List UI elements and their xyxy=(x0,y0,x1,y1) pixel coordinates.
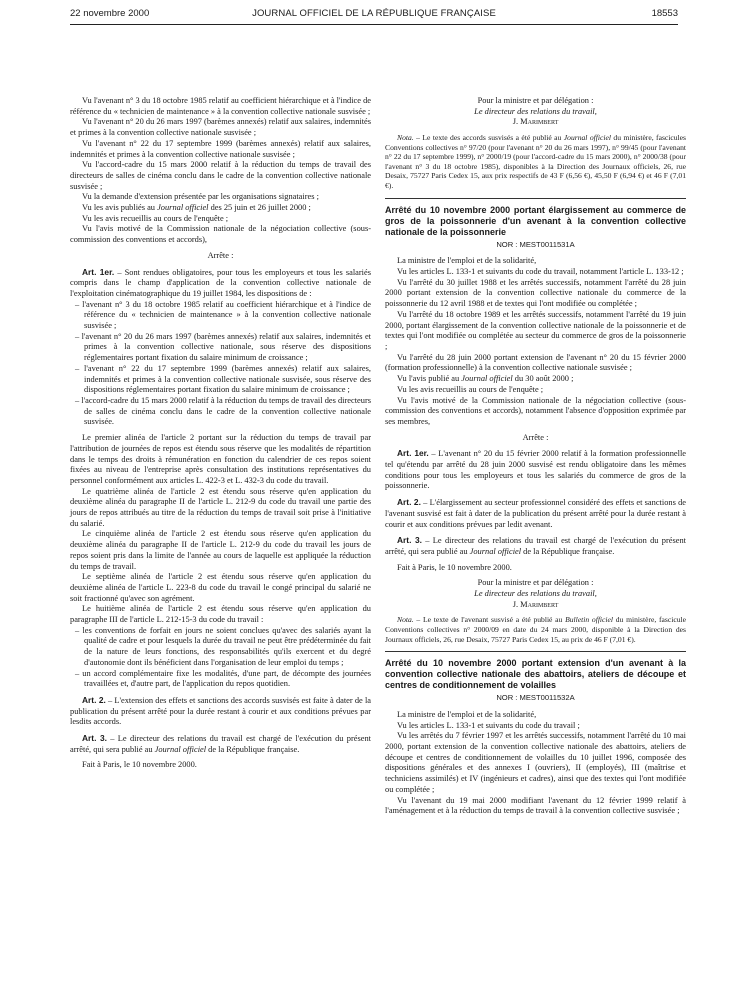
paragraph: Vu l'avenant n° 22 du 17 septembre 1999 (barèmes annexés) relatif aux salaires, indemnités et primes à la convention collective nationale susvisée ; xyxy=(70,138,371,159)
paragraph: Vu les arrêtés du 7 février 1997 et les arrêtés successifs, notamment l'arrêté du 10 mai 2000, portant extension de la convention collective nationale des abattoirs, ateliers de découpe et centres de conditionnement de volailles du 10 juillet 1996, composée des dispositions générales et des annexes I (ouvriers), II (employés), III (maîtrise et techniciens assimilés) et IV (ingénieurs et cadres), ainsi que des textes qui l'ont modifiée ou complétée ; xyxy=(385,731,686,794)
arrete-heading: Arrête : xyxy=(522,432,549,442)
signature-title: Le directeur des relations du travail, xyxy=(474,106,597,116)
header-title: JOURNAL OFFICIEL DE LA RÉPUBLIQUE FRANÇAISE xyxy=(252,8,496,19)
header-date: 22 novembre 2000 xyxy=(70,8,150,19)
paragraph: La ministre de l'emploi et de la solidarité, xyxy=(397,709,537,719)
paragraph: Le cinquième alinéa de l'article 2 est étendu sous réserve qu'en application du deuxième alinéa du paragraphe II de l'article L. 212-9 du code du travail les jours de repos soient pris dans la limite de l'année au cours de laquelle est appliquée la réduction du temps de travail. xyxy=(70,529,371,571)
paragraph: Vu l'accord-cadre du 15 mars 2000 relatif à la réduction du temps de travail des directeurs de salles de cinéma conclu dans le cadre de la convention collective nationale susvisée ; xyxy=(70,160,371,191)
article-1: Art. 1er. – L'avenant n° 20 du 15 février 2000 relatif à la formation professionnelle tel qu'étendu par arrêté du 28 juin 2000 susvisé est rendu obligatoire dans les mêmes conditions pour tous les employeurs et tous les salariés du commerce de gros de la poissonnerie. xyxy=(385,448,686,491)
paragraph: Le septième alinéa de l'article 2 est étendu sous réserve qu'en application du deuxième alinéa de l'article L. 223-8 du code du travail le congé principal du salarié ne soit fractionné qu'avec son agrément. xyxy=(70,572,371,603)
list-item: – l'avenant n° 22 du 17 septembre 1999 (barèmes annexés) relatif aux salaires, indemnités et primes à la convention collective nationale susvisée, sous réserve des dispositions réglementaires portant fixation du salaire minimum de croissance ; xyxy=(75,363,371,395)
paragraph: Vu les avis recueillis au cours de l'enquête ; xyxy=(82,213,229,223)
nor-reference: NOR : MEST0011532A xyxy=(496,693,575,703)
signature-date: Fait à Paris, le 10 novembre 2000. xyxy=(82,760,197,770)
paragraph: Vu les avis recueillis au cours de l'enquête ; xyxy=(397,384,544,394)
paragraph: Vu les articles L. 133-1 et suivants du code du travail ; xyxy=(397,720,580,730)
paragraph: Vu l'avenant du 19 mai 2000 modifiant l'avenant du 12 février 1999 relatif à l'aménagement et à la réduction du temps de travail à la convention collective susvisée ; xyxy=(385,795,686,816)
header-rule xyxy=(70,24,678,25)
paragraph: Vu la demande d'extension présentée par les organisations signataires ; xyxy=(82,192,319,202)
paragraph: Vu l'arrêté du 30 juillet 1988 et les arrêtés successifs, notamment l'arrêté du 28 juin 2000 portant extension de la convention collective nationale du commerce de la poissonnerie du 12 avril 1988 et de textes qui l'ont modifiée ou complétée ; xyxy=(385,277,686,309)
signature-title: Le directeur des relations du travail, xyxy=(474,589,597,599)
paragraph: Vu les avis publiés au Journal officiel des 25 juin et 26 juillet 2000 ; xyxy=(82,203,311,213)
paragraph: La ministre de l'emploi et de la solidarité, xyxy=(397,256,537,266)
list-item: – les conventions de forfait en jours ne soient conclues qu'avec des salariés ayant la qualité de cadre et pour lesquels la durée du travail ne peut être prédéterminée du fait de la nature de leurs fonctions, des responsabilités qu'ils exercent et du degré d'autonomie dont ils bénéficient dans l'organisation de leur emploi du temps ; xyxy=(75,625,371,667)
article-1: Art. 1er. – Sont rendues obligatoires, pour tous les employeurs et tous les salariés compris dans le champ d'application de la convention collective nationale de l'exploitation cinématographique du 19 juillet 1984, les dispositions de : xyxy=(70,266,371,298)
signature-date: Fait à Paris, le 10 novembre 2000. xyxy=(397,562,512,572)
signature-name: J. Marimbert xyxy=(512,117,559,127)
paragraph: Vu l'arrêté du 18 octobre 1989 et les arrêtés successifs, notamment l'arrêté du 19 juin 2000, portant élargissement de la convention collective nationale de la poissonnerie et de textes qui l'ont modifiée ou complétée au secteur du commerce de gros de la poissonnerie ; xyxy=(385,309,686,351)
list-item: – l'avenant n° 20 du 26 mars 1997 (barèmes annexés) relatif aux salaires, indemnités et primes à la convention collective nationale, sous réserve des dispositions réglementaires portant fixation du salaire minimum de croissance ; xyxy=(75,331,371,363)
paragraph: Vu les articles L. 133-1 et suivants du code du travail, notamment l'article L. 133-12 ; xyxy=(397,267,684,277)
nor-reference: NOR : MEST0011531A xyxy=(496,239,575,249)
paragraph: Vu l'arrêté du 28 juin 2000 portant extension de l'avenant n° 20 du 15 février 2000 (formation professionnelle) à la convention collective nationale susvisée ; xyxy=(385,352,686,373)
paragraph: Vu l'avenant n° 20 du 26 mars 1997 (barèmes annexés) relatif aux salaires, indemnités et primes à la convention collective nationale susvisée ; xyxy=(70,117,372,138)
separator xyxy=(385,651,686,652)
paragraph: Le huitième alinéa de l'article 2 est étendu sous réserve qu'en application du paragraphe III de l'article L. 212-15-3 du code du travail : xyxy=(70,604,371,625)
nota: Nota. – Le texte de l'avenant susvisé a été publié au Bulletin officiel du ministère, fascicule Conventions collectives n° 2000/09 en date du 24 mars 2000, disponible à la Direction des Journaux officiels, 26, rue Desaix, 75727 Paris Cedex 15, au prix de 46 F (7,01 €). xyxy=(385,615,686,644)
page-header xyxy=(70,8,678,24)
paragraph: Le premier alinéa de l'article 2 portant sur la réduction du temps de travail par l'attribution de journées de repos est étendu sous réserve que les modalités de répartition dans le temps des droits à rémunération en fonction du calendrier de ces repos soient fixées au niveau de l'entreprise après consultation des institutions représentatives du personnel conformément aux articles L. 422-3 et L. 432-3 du code du travail. xyxy=(70,433,371,485)
header-page-number: 18553 xyxy=(651,8,678,19)
signature-line: Pour la ministre et par délégation : xyxy=(477,96,594,105)
paragraph: Vu l'avis motivé de la Commission nationale de la négociation collective (sous-commission des conventions et accords), notamment l'absence d'opposition exprimée par ses membres, xyxy=(385,395,686,426)
decree-title: Arrêté du 10 novembre 2000 portant extension d'un avenant à la convention collective nationale des abattoirs, ateliers de découpe et centres de conditionnement de volailles xyxy=(385,658,686,691)
paragraph: Le quatrième alinéa de l'article 2 est étendu sous réserve qu'en application du deuxième alinéa du paragraphe II de l'article L. 212-9 du code du travail une partie des jours de repos attribués au titre de la réduction du temps de travail soit prise à l'initiative du salarié. xyxy=(70,486,371,528)
article-2: Art. 2. – L'extension des effets et sanctions des accords susvisés est faite à dater de la publication du présent arrêté pour la durée restant à courir et aux conditions prévues par lesdits accords. xyxy=(70,694,371,727)
paragraph: Vu l'avis publié au Journal officiel du 30 août 2000 ; xyxy=(397,374,574,384)
arrete-heading: Arrête : xyxy=(207,250,234,260)
article-3: Art. 3. – Le directeur des relations du travail est chargé de l'exécution du présent arrêté, qui sera publié au Journal officiel de la République française. xyxy=(385,535,686,556)
paragraph: Vu l'avenant n° 3 du 18 octobre 1985 relatif au coefficient hiérarchique et à l'indice de référence du « technicien de maintenance » à la convention collective nationale susvisée ; xyxy=(70,96,371,116)
separator xyxy=(385,198,686,199)
list-item: – l'avenant n° 3 du 18 octobre 1985 relatif au coefficient hiérarchique et à l'indice de référence du « technicien de maintenance » à la convention collective nationale susvisée ; xyxy=(75,299,371,331)
nota: Nota. – Le texte des accords susvisés a été publié au Journal officiel du ministère, fascicules Conventions collectives n° 97/20 (pour l'avenant n° 20 du 26 mars 1997), n° 99/45 (pour l'avenant n° 22 du 17 septembre 1999), n° 2000/19 (pour l'accord-cadre du 15 mars 2000), n° 2000/38 (pour l'avenant n° 3 du 18 octobre 1985), disponibles à la Direction des Journaux officiels, 26, rue Desaix, 75727 Paris Cedex 15, aux prix respectifs de 43 F (6,56 €), 45,50 F (6,94 €) et 46 F (7,01 €). xyxy=(385,133,686,191)
signature-name: J. Marimbert xyxy=(512,599,559,609)
left-column xyxy=(70,96,371,771)
signature-line: Pour la ministre et par délégation : xyxy=(477,578,594,588)
list-item: – l'accord-cadre du 15 mars 2000 relatif à la réduction du temps de travail des directeurs de salles de cinéma conclu dans le cadre de la convention collective nationale susvisée. xyxy=(75,395,371,427)
article-3: Art. 3. – Le directeur des relations du travail est chargé de l'exécution du présent arrêté, qui sera publié au Journal officiel de la République française. xyxy=(70,733,371,754)
article-2: Art. 2. – L'élargissement au secteur professionnel considéré des effets et sanctions de l'avenant susvisé est fait à dater de la publication du présent arrêté pour la durée restant à courir et aux conditions prévues par ledit avenant. xyxy=(385,497,686,529)
paragraph: Vu l'avis motivé de la Commission nationale de la négociation collective (sous-commission des conventions et accords), xyxy=(70,224,371,245)
list-item: – un accord complémentaire fixe les modalités, d'une part, de décompte des journées travaillées et, d'autre part, de l'application du repos quotidien. xyxy=(75,668,371,689)
right-column xyxy=(385,96,686,817)
decree-title: Arrêté du 10 novembre 2000 portant élargissement au commerce de gros de la poissonnerie d'un avenant à la convention collective nationale de la poissonnerie xyxy=(385,204,686,237)
